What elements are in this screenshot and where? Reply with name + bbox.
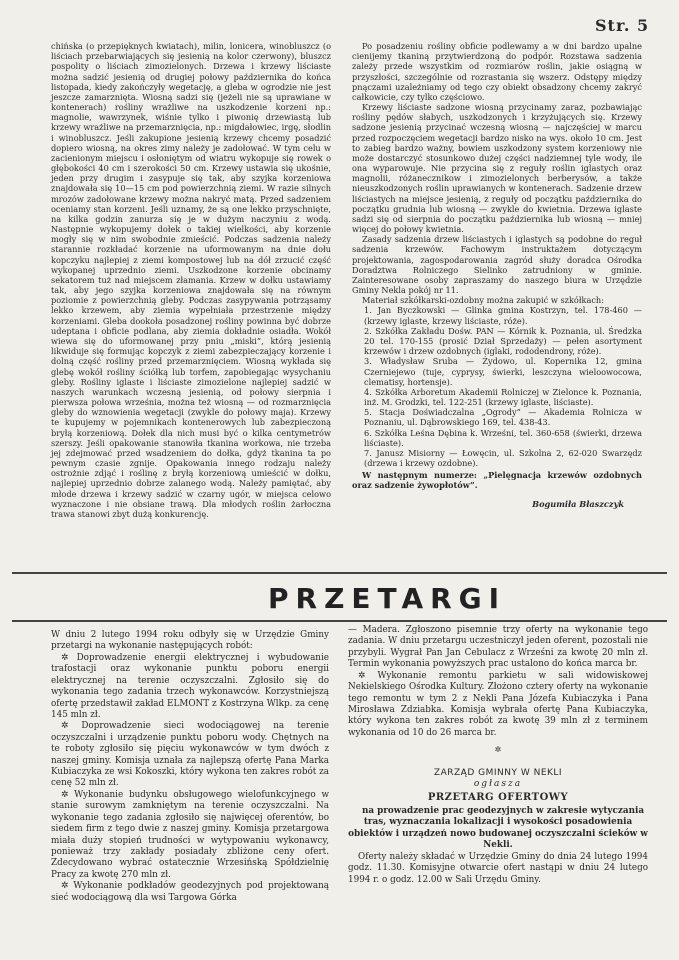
- section-divider-top: [12, 572, 667, 574]
- asterisk-separator: ✲: [494, 745, 502, 755]
- tenders-right-column: [348, 625, 648, 886]
- list-item: 5. Stacja Doświadczalna „Ogrody” — Akademia Rolnicza w Poznaniu, ul. Dąbrowskiego 169, tel. 438-43.: [364, 407, 642, 428]
- announcement-subject: na prowadzenie prac geodezyjnych w zakresie wytyczania tras, wyznaczania lokalizacji i wysokości posadowienia obiektów i urządzeń nowo budowanej oczyszczalni ścieków w Nekli.: [348, 805, 648, 851]
- nursery-list: [352, 305, 642, 468]
- list-item: 1. Jan Byczkowski — Glinka gmina Kostrzyn, tel. 178-460 — (krzewy iglaste, krzewy liściaste, róże).: [364, 305, 642, 326]
- announcement-heading: PRZETARG OFERTOWY: [427, 791, 569, 803]
- article-paragraph: Po posadzeniu rośliny obficie podlewamy a w dni bardzo upalne cienijemy tkaniną przytwierdzoną do podpór. Rozstawa sadzenia zależy przede wszystkim od rozmiarów roślin, jakie osiągną w przyszłości, szczególnie od rozrastania się wszerz. Odstępy między pnączami uzależniamy od tego czy obiekt obsadzony chcemy zakryć całkowicie, czy tylko częściowo.: [352, 41, 642, 102]
- list-item: 6. Szkółka Leśna Dębina k. Wrześni, tel. 360-658 (świerki, drzewa liściaste).: [364, 427, 642, 448]
- section-title: PRZETARGI: [268, 582, 507, 615]
- tender-paragraph: ✲ Wykonanie podkładów geodezyjnych pod projektowaną sieć wodociągową dla wsi Targowa Górka: [51, 881, 329, 903]
- list-item: 7. Janusz Misiorny — Łowęcin, ul. Szkolna 2, 62-020 Swarzędz (drzewa i krzewy ozdobne).: [364, 447, 642, 469]
- tender-paragraph: — Madera. Zgłoszono pisemnie trzy oferty na wykonanie tego zadania. W dniu przetargu uczestniczył jeden oferent, pozostali nie przybyli. Wygrał Pan Jan Cebulacz z Wrześni za kwotę 20 mln zł. Termin wykonania powyższych prac ustalono do końca marca br.: [348, 625, 648, 670]
- article-right-column: [352, 41, 642, 509]
- tender-paragraph: W dniu 2 lutego 1994 roku odbyły się w Urzędzie Gminy przetargi na wykonanie następujących robót:: [51, 630, 329, 652]
- article-left-column: [51, 41, 331, 519]
- list-item: 3. Władysław Sruba — Żydowo, ul. Kopernika 12, gmina Czerniejewo (tuje, cyprysy, świerki, leszczyna wieloowocowa, clematisy, hortensje).: [364, 356, 642, 387]
- next-issue-note: W następnym numerze: „Pielęgnacja krzewów ozdobnych oraz sadzenie żywopłotów”.: [352, 470, 642, 491]
- section-divider-bottom: [12, 620, 667, 622]
- article-paragraph: Krzewy liściaste sadzone wiosną przycinamy zaraz, pozbawiając rośliny pędów słabych, uszkodzonych i krzyżujących się. Krzewy sadzone jesienią przycinać wczesną wiosną — najczęściej w marcu przed rozpoczęciem wegetacji bardzo nisko na wys. około 10 cm. Jest to zabieg bardzo ważny, bowiem uszkodzony system korzeniowy nie może dostarczyć stosunkowo dużej części nadziemnej tyle wody, ile ona wyparowuje. Nie przycina się z reguły roślin iglastych oraz magnolii, różanecznikow i zimozielonych berberysów, a także nieuszkodzonych roślin uprawianych w kontenerach. Sadzenie drzew liściastych na miejsce jesienią, z reguły od początku października do początku grudnia lub wiosną — zwykle do kwietnia. Drzewa iglaste sadzi się od sierpnia do początku października lub wiosną — mniej więcej do połowy kwietnia.: [352, 102, 642, 235]
- tender-paragraph: ✲ Wykonanie remontu parkietu w sali widowiskowej Nekielskiego Ośrodka Kultury. Złożono cztery oferty na wykonanie tego remontu w tym 2 z Nekli Pana Józefa Kubiaczyka i Pana Mirosława Zdziabka. Komisja wybrała ofertę Pana Kubiaczyka, który wykona ten zakres robót za kwotę 39 mln zł z terminem wykonania od 10 do 26 marca br.: [348, 670, 648, 738]
- announcement-verb: ogłasza: [473, 779, 523, 790]
- tender-paragraph: ✲ Wykonanie budynku obsługowego wielofunkcyjnego w stanie surowym zamkniętym na terenie oczyszczalni. Na wykonanie tego zadania zgłosiło się najwięcej oferentów, bo siedem firm z tego dwie z naszej gminy. Komisja przetargowa miała duży stopień trudności w wytypowaniu wykonawcy, ponieważ trzy zakłady posiadały zbliżone ceny ofert. Zdecydowano wybrać ostatecznie Wrzesińską Spółdzielnię Pracy za kwotę 270 mln zł.: [51, 789, 329, 880]
- tender-paragraph: ✲ Doprowadzenie sieci wodociągowej na terenie oczyszczalni i urządzenie punktu poboru wody. Chętnych na te roboty zgłosiło się pięciu wykonawców w tym dwóch z naszej gminy. Komisja uznała za najlepszą ofertę Pana Marka Kubiaczyka ze wsi Kokoszki, który wykona ten zakres robót za cenę 52 mln zł.: [51, 721, 329, 789]
- article-paragraph: chińska (o przepięknych kwiatach), milin, lonicera, winobluszcz (o liściach przebarwiających się jesienią na kolor czerwony), bluszcz pospolity o liściach zimozielonych. Drzewa i krzewy liściaste można sadzić jesienią od drugiej połowy października do końca listopada, kiedy zakończyły wegetację, a gleba w ogrodzie nie jest jeszcze zamarznięta. Wiosną sadzi się (jeżeli nie są uprawiane w kontenerach) rośliny wrażliwe na uszkodzenie korzeni np.: magnolie, wawrzynek, wiśnie tylko i piwonię drzewiastą lub krzewy wrażliwe na przemarznięcia, np.: migdałowiec, irgę, słodlin i winobluszcz. Jeśli zakupione jesienią krzewy chcemy posadzić dopiero wiosną, na okres zimy należy je zadołować. W tym celu w zacienionym miejscu i osłoniętym od wiatru wykopuje się rowek o głębokości 40 cm i szerokości 50 cm. Krzewy ustawia się ukośnie, jeden przy drugim i zasypuje się tak, aby szyjka korzeniowa znajdowała się 10—15 cm pod powierzchnią ziemi. W razie silnych mrozów zadołowane krzewy można nakryć matą. Przed sadzeniem oceniamy stan korzeni. Jeśli uznamy, że są one lekko przyschnięte, na kilka godzin zanurza się je w dużym naczyniu z wodą. Następnie wykopujemy dołek o takiej wielkości, aby korzenie mogły się w nim swobodnie zmieścić. Podczas sadzenia należy starannie rozkładać korzenie na uformowanym na dnie dołu kopczyku najlepiej z ziemi kompostowej lub na dół zrzucić część wykopanej uprzednio ziemi. Uszkodzone korzenie obcinamy sekatorem tuż nad miejscem złamania. Krzew w dołku ustawiamy tak, aby jego szyjka korzeniowa znajdowała się na równym poziomie z powierzchnią gleby. Podczas zasypywania potrząsamy lekko krzewem, aby ziemia wypełniała przestrzenie między korzeniami. Gleba dookoła posadzonej rośliny powinna być dobrze udeptana i obficie podlana, aby ziemia dokładnie osiadła. Wokół wiewa się do uformowanej przy pniu „miski”, którą jesienią likwiduje się formując kopczyk z ziemi zabezpieczający korzenie i dolną część rośliny przed przemarznięciem. Wiosną wykłada się glebę wokół rośliny ściółką lub torfem, zapobiegając wysychaniu gleby. Rośliny iglaste i liściaste zimozielone najlepiej sadzić w naszych warunkach wczesną jesienią, od połowy sierpnia i pierwsza połowa września, można też wiosną — od rozmarznięcia gleby do wznowienia wegetacji (zwykle do połowy maja). Krzewy te kupujemy w pojemnikach kontenerowych lub zabezpieczoną bryłą korzeniową. Dołek dla nich musi być o kilka centymetrów szerszy. Jeśli opakowanie stanowiła tkanina workowa, nie trzeba jej zdejmować przed wsadzeniem do dołka, gdyż tkanina ta po pewnym czasie zgnije. Opakowania innego rodzaju należy ostrożnie zdjąć i roślinę z bryłą korzeniową umieścić w dołku, najlepiej uprzednio dobrze zalanego wodą. Należy pamiętać, aby młode drzewa i krzewy sadzić w czarny ugór, w miejsca celowo wyznaczone i nie obsiane trawą. Dla młodych roślin żarłoczna trawa stanowi zbyt dużą konkurencję.: [51, 41, 331, 519]
- list-item: 4. Szkółka Arboretum Akademii Rolniczej w Zielonce k. Poznania, inż. M. Grodzki, tel. 122-251 (krzewy iglaste, liściaste).: [364, 386, 642, 408]
- announcement-body: Oferty należy składać w Urzędzie Gminy do dnia 24 lutego 1994 godz. 11.30. Komisyjne otwarcie ofert nastąpi w dniu 24 lutego 1994 r. o godz. 12.00 w Sali Urzędu Gminy.: [348, 851, 648, 885]
- tender-paragraph: ✲ Doprowadzenie energii elektrycznej i wybudowanie trafostacji oraz wykonanie punktu poboru energii elektrycznej na terenie oczyszczalni. Zgłosiło się do wykonania tego zadania trzech wykonawców. Korzystniejszą ofertę przedstawił zakład ELMONT z Kostrzyna Wlkp. za cenę 145 mln zł.: [51, 652, 329, 720]
- article-paragraph: Materiał szkółkarski-ozdobny można zakupić w szkółkach:: [362, 295, 604, 306]
- list-item: 2. Szkółka Zakładu Dośw. PAN — Kórnik k. Poznania, ul. Średzka 20 tel. 170-155 (prosić Dział Sprzedaży) — pełen asortyment krzewów i drzew ozdobnych (iglaki, rododendrony, róże).: [364, 325, 642, 357]
- article-paragraph: Zasady sadzenia drzew liściastych i iglastych są podobne do reguł sadzenia krzewów. Fachowym instruktażem dotyczącym projektowania, zagospodarowania zagród służy doradca Ośrodka Doradztwa Rolniczego Sielinko zatrudniony w gminie. Zainteresowane osoby zapraszamy do naszego biura w Urzędzie Gminy Nekla pokój nr 11.: [352, 234, 642, 296]
- author-signature: Bogumiła Błaszczyk: [532, 498, 624, 509]
- announcement-org: ZARZĄD GMINNY W NEKLI: [433, 767, 563, 778]
- page-number: Str. 5: [595, 16, 650, 35]
- tenders-left-column: [51, 630, 329, 904]
